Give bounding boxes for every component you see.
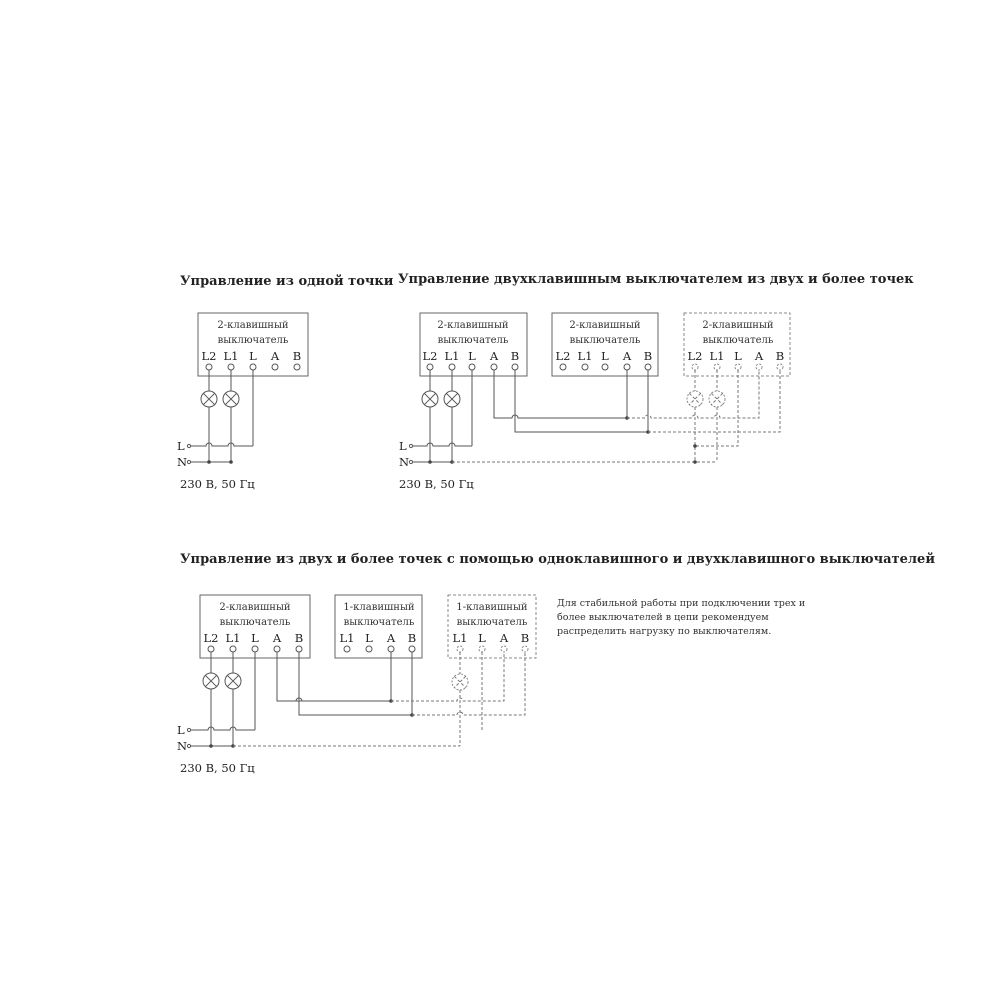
switch-label-line2: выключатель: [437, 335, 509, 346]
terminal-label: L: [478, 631, 486, 645]
diagram-two-key-multi: [398, 272, 914, 491]
switch-label-line1: 2-клавишный: [569, 320, 641, 331]
switch-label-line1: 2-клавишный: [217, 320, 289, 331]
terminal-label: B: [294, 631, 304, 645]
terminal-label: L2: [203, 631, 219, 645]
switch-label-line2: выключатель: [217, 335, 289, 346]
terminal-label: L1: [452, 631, 468, 645]
switch-label-line2: выключатель: [219, 617, 291, 628]
diagram-one-point: [177, 274, 394, 491]
switch-label-line2: выключатель: [569, 335, 641, 346]
switch-label-line1: 1-клавишный: [343, 602, 415, 613]
lamp-icon: [444, 391, 460, 407]
lamp-icon: [223, 391, 239, 407]
terminal-label: L: [468, 349, 476, 363]
diagram-title: Управление из одной точки: [180, 274, 394, 289]
terminal-label: A: [622, 349, 632, 363]
terminal-label: A: [386, 631, 396, 645]
diagram-mixed-multi: [177, 552, 935, 775]
line-label-L: L: [177, 439, 185, 453]
lamp-icon: [203, 673, 219, 689]
switch-label-line1: 2-клавишный: [702, 320, 774, 331]
switch-label-line2: выключатель: [456, 617, 528, 628]
terminal-label: L1: [339, 631, 355, 645]
terminal-label: L: [365, 631, 373, 645]
terminal-label: L1: [223, 349, 239, 363]
lamp-icon-optional: [687, 391, 703, 407]
line-label-L: L: [399, 439, 407, 453]
lamp-icon: [201, 391, 217, 407]
lamp-icon: [422, 391, 438, 407]
diagram-title: Управление двухклавишным выключателем из двух и более точек: [398, 272, 914, 287]
switch-label-line1: 1-клавишный: [456, 602, 528, 613]
terminal-label: L1: [709, 349, 725, 363]
terminal-label: B: [775, 349, 785, 363]
terminal-label: L2: [422, 349, 438, 363]
line-label-L: L: [177, 723, 185, 737]
terminal-label: A: [270, 349, 280, 363]
terminal-label: L: [251, 631, 259, 645]
terminal-label: L: [249, 349, 257, 363]
lamp-icon-optional: [709, 391, 725, 407]
line-label-N: N: [177, 739, 188, 753]
diagram-title: Управление из двух и более точек с помощью одноклавишного и двухклавишного выключателей: [180, 552, 935, 567]
terminal-label: L2: [687, 349, 703, 363]
terminal-label: B: [407, 631, 417, 645]
terminal-label: L1: [444, 349, 460, 363]
note-line: более выключателей в цепи рекомендуем: [557, 612, 769, 623]
terminal-label: B: [520, 631, 530, 645]
terminal-label: B: [292, 349, 302, 363]
note-line: Для стабильной работы при подключении трех и: [557, 598, 806, 609]
switch-label-line2: выключатель: [702, 335, 774, 346]
line-label-N: N: [177, 455, 188, 469]
note-line: распределить нагрузку по выключателям.: [557, 626, 772, 637]
terminal-label: L2: [201, 349, 217, 363]
supply-label: 230 В, 50 Гц: [399, 477, 474, 491]
terminal-label: L: [601, 349, 609, 363]
terminal-label: A: [489, 349, 499, 363]
lamp-icon-optional: [452, 674, 468, 690]
terminal-label: L2: [555, 349, 571, 363]
terminal-label: L1: [225, 631, 241, 645]
switch-label-line2: выключатель: [343, 617, 415, 628]
terminal-label: A: [754, 349, 764, 363]
switch-label-line1: 2-клавишный: [437, 320, 509, 331]
supply-label: 230 В, 50 Гц: [180, 477, 255, 491]
terminal-label: L: [734, 349, 742, 363]
switch-label-line1: 2-клавишный: [219, 602, 291, 613]
lamp-icon: [225, 673, 241, 689]
terminal-label: L1: [577, 349, 593, 363]
terminal-label: B: [643, 349, 653, 363]
line-label-N: N: [399, 455, 410, 469]
terminal-label: A: [499, 631, 509, 645]
supply-label: 230 В, 50 Гц: [180, 761, 255, 775]
terminal-label: B: [510, 349, 520, 363]
terminal-label: A: [272, 631, 282, 645]
